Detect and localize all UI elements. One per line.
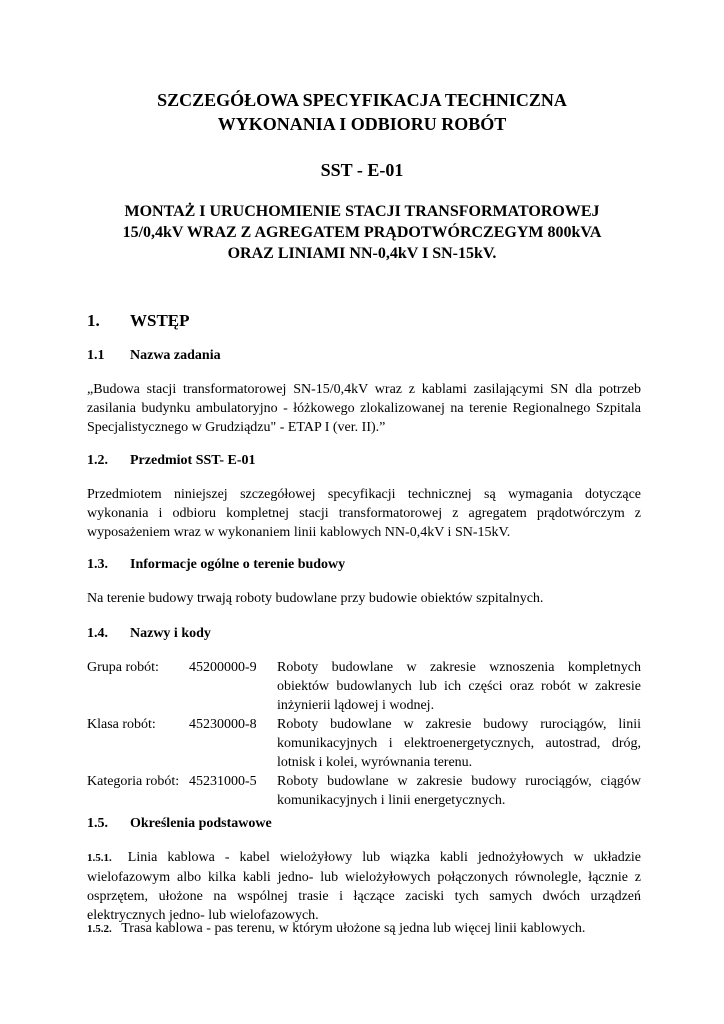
code-label: Kategoria robót:	[87, 774, 180, 789]
definition-1-5-2	[87, 919, 641, 939]
cpv-code: 45230000-8	[189, 717, 257, 732]
subsection-number: 1.4.	[87, 626, 108, 641]
spec-code: SST - E-01	[320, 160, 404, 180]
subsection-1-1-text: „Budowa stacji transformatorowej SN-15/0,4kV wraz z kablami zasilającymi SN dla potrzeb zasilania budynku ambulatoryjno - łóżkowego zlokalizowanej na terenie Regionalnego Szpitala Specjalistycznego w Grudziądzu" - ETAP I (ver. II).”	[87, 382, 641, 435]
definition-number: 1.5.2.	[87, 923, 112, 935]
title-line-1: SZCZEGÓŁOWA SPECYFIKACJA TECHNICZNA	[157, 90, 567, 110]
subsection-1-1-heading	[87, 348, 221, 364]
subsection-number: 1.3.	[87, 557, 108, 572]
code-row-category	[87, 772, 641, 810]
subtitle-line-1: MONTAŻ I URUCHOMIENIE STACJI TRANSFORMATOROWEJ	[124, 203, 600, 220]
section-number: 1.	[87, 311, 100, 330]
definition-text: Linia kablowa - kabel wielożyłowy lub wiązka kabli jednożyłowych w układzie wielofazowym albo kilka kabli jedno- lub wielożyłowych połączonych równolegle, łącznie z osprzętem, ułożone na wspólnej trasie i łączące zaciski tych samych dwóch urządzeń elektrycznych jedno- lub wielofazowych.	[87, 850, 642, 923]
code-description: Roboty budowlane w zakresie budowy rurociągów, ciągów komunikacyjnych i linii energetycznych.	[277, 774, 641, 808]
code-row-group	[87, 658, 641, 715]
codes-table	[87, 658, 641, 810]
subsection-1-5-heading	[87, 816, 272, 832]
cpv-code: 45200000-9	[189, 660, 257, 675]
subsection-title: Nazwy i kody	[130, 626, 211, 641]
subsection-title: Określenia podstawowe	[130, 816, 272, 831]
title-line-2: WYKONANIA I ODBIORU ROBÓT	[217, 114, 507, 134]
subtitle-line-2: 15/0,4kV WRAZ Z AGREGATEM PRĄDOTWÓRCZEGYM 800kVA	[122, 224, 602, 241]
subtitle-line-3: ORAZ LINIAMI NN-0,4kV I SN-15kV.	[227, 245, 497, 262]
subsection-title: Informacje ogólne o terenie budowy	[130, 557, 346, 572]
cpv-code: 45231000-5	[189, 774, 257, 789]
subsection-number: 1.5.	[87, 816, 108, 831]
code-description: Roboty budowlane w zakresie budowy rurociągów, linii komunikacyjnych i elektroenergetycznych, autostrad, dróg, lotnisk i kolei, wyrównania terenu.	[277, 717, 641, 770]
subsection-title: Nazwa zadania	[130, 348, 221, 363]
subsection-1-2-text: Przedmiotem niniejszej szczegółowej specyfikacji technicznej są wymagania dotyczące wykonania i odbioru kompletnej stacji transformatorowej z agregatem prądotwórczym z wyposażeniem wraz w wykonaniem linii kablowych NN-0,4kV i SN-15kV.	[87, 487, 641, 540]
code-label: Grupa robót:	[87, 660, 159, 675]
subsection-number: 1.1	[87, 348, 105, 363]
definition-number: 1.5.1.	[87, 852, 112, 864]
code-description: Roboty budowlane w zakresie wznoszenia kompletnych obiektów budowlanych lub ich części oraz robót w zakresie inżynierii lądowej i wodnej.	[277, 660, 641, 713]
section-1-heading	[87, 311, 190, 331]
subsection-number: 1.2.	[87, 453, 108, 468]
subsection-1-3-heading	[87, 557, 346, 573]
definition-1-5-1	[87, 848, 641, 925]
subsection-title: Przedmiot SST- E-01	[130, 453, 256, 468]
subsection-1-4-heading	[87, 626, 211, 642]
subsection-1-2-heading	[87, 453, 256, 469]
code-label: Klasa robót:	[87, 717, 156, 732]
section-title: WSTĘP	[130, 311, 190, 330]
code-row-class	[87, 715, 641, 772]
definition-text: Trasa kablowa - pas terenu, w którym ułożone są jedna lub więcej linii kablowych.	[121, 921, 586, 936]
subsection-1-3-text: Na terenie budowy trwają roboty budowlane przy budowie obiektów szpitalnych.	[87, 591, 544, 606]
